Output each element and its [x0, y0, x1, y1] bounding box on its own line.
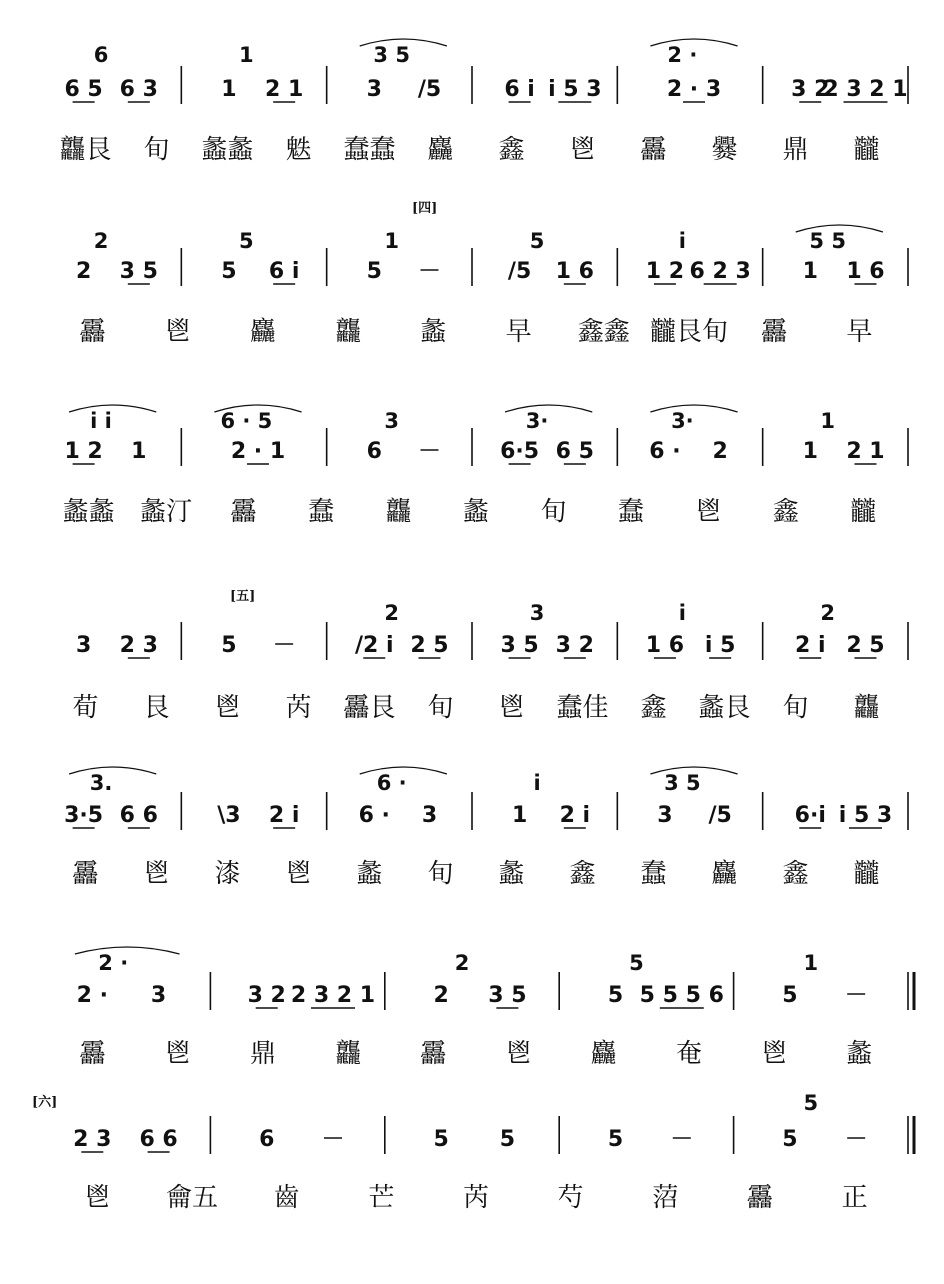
- jianzi-character: 龠五: [165, 1183, 219, 1213]
- measure: [795, 792, 908, 830]
- measure: [355, 601, 472, 660]
- jianzi-character: 鬯: [498, 693, 525, 723]
- measure: [217, 792, 326, 830]
- measure: [791, 66, 908, 104]
- jianpu-note-group: 1 6: [555, 259, 594, 284]
- jianpu-note-group: 3 2: [247, 983, 286, 1008]
- jianzi-character: 蠡汀: [140, 497, 193, 527]
- jianpu-note-group: 3 5: [488, 983, 527, 1008]
- jianzi-character: 旬: [540, 497, 567, 527]
- jianzi-character: 靐: [420, 1039, 447, 1069]
- jianzi-character: 靐: [79, 317, 106, 347]
- jianpu-note-group: 5: [607, 983, 624, 1008]
- jianzi-character: 菬: [652, 1183, 679, 1213]
- jianpu-note-group: 1 6: [846, 259, 885, 284]
- jianpu-note-group: 3 2: [791, 77, 830, 102]
- jianzi-character: 鬯: [164, 1039, 191, 1069]
- jianpu-note-group: 2 3 2 1: [823, 77, 908, 102]
- jianzi-tablature-row: [63, 497, 877, 527]
- jianzi-character: 蠢: [617, 497, 644, 527]
- score-system-4: [72, 601, 908, 723]
- chord-upper-note: i: [678, 601, 686, 625]
- jianpu-note-group: /5: [507, 259, 532, 284]
- measure: [76, 622, 181, 660]
- jianzi-character: 鑫: [498, 135, 525, 165]
- chord-upper-note: 6: [93, 43, 109, 67]
- score-system-5: [64, 767, 908, 889]
- jianpu-note-group: 3 5: [119, 259, 158, 284]
- chord-upper-note: 2: [93, 229, 109, 253]
- jianpu-note-group: 6 6: [119, 803, 158, 828]
- jianpu-note-group: 1 2: [64, 439, 103, 464]
- jianzi-character: 芮: [285, 693, 312, 723]
- jianpu-note-group: i 5 3: [548, 77, 602, 102]
- jianpu-note-group: 2 · 1: [230, 439, 286, 464]
- slur-mark: [69, 767, 156, 774]
- jianzi-character: 鑫: [772, 497, 799, 527]
- jianzi-character: 蠡: [356, 859, 383, 889]
- jianzi-character: 鬯: [143, 859, 170, 889]
- measure: [650, 767, 762, 830]
- chord-upper-note: 1: [803, 951, 819, 975]
- jianzi-character: 漆: [214, 859, 241, 889]
- measure: [75, 947, 211, 1010]
- jianzi-character: 鬯: [214, 693, 241, 723]
- jianpu-note-group: 5: [782, 983, 798, 1008]
- score-system-3: [63, 405, 908, 527]
- measure: [221, 622, 326, 660]
- measure: [367, 409, 472, 466]
- jianzi-character: 蠡: [420, 317, 447, 347]
- measure: [64, 767, 181, 830]
- jianzi-character: 靐: [640, 135, 667, 165]
- measure: [512, 771, 617, 830]
- jianzi-character: 鬯: [761, 1039, 788, 1069]
- chord-upper-note: 2 ·: [98, 951, 129, 975]
- jianzi-tablature-row: [72, 693, 879, 723]
- jianpu-note-group: 2 5: [846, 633, 885, 658]
- measure: [500, 601, 617, 660]
- chord-upper-note: 2: [384, 601, 400, 625]
- jianpu-note-group: 2: [75, 259, 92, 284]
- chord-upper-note: 3 5: [373, 43, 410, 67]
- measure: [650, 39, 762, 104]
- chord-upper-note: 3: [384, 409, 400, 433]
- jianpu-note-group: 6: [366, 439, 382, 464]
- measure: [433, 951, 559, 1010]
- jianzi-character: 龖: [853, 859, 880, 889]
- jianpu-note-group: 3·5: [64, 803, 104, 828]
- jianpu-note-group: 5: [782, 1127, 798, 1152]
- jianzi-character: 芮: [462, 1183, 490, 1213]
- measure: [73, 1116, 210, 1154]
- jianzi-character: 龘: [385, 497, 412, 527]
- jianzi-character: 蠢: [308, 497, 335, 527]
- jianzi-character: 蠢佳: [556, 693, 609, 723]
- measure: [76, 229, 181, 286]
- jianpu-note-group: 5: [433, 1127, 449, 1152]
- jianzi-character: 鑫鑫: [577, 317, 630, 347]
- jianpu-note-group: 2 3: [73, 1127, 112, 1152]
- jianpu-note-group: 2 1: [846, 439, 885, 464]
- chord-upper-note: 5: [629, 951, 644, 975]
- jianzi-character: 龖: [853, 135, 880, 165]
- jianpu-note-group: 3: [421, 803, 438, 828]
- jianzi-character: 鑫: [640, 693, 667, 723]
- jianzi-character: 鬯: [164, 317, 191, 347]
- score-system-2: [76, 225, 908, 347]
- measure: [214, 405, 326, 466]
- measure: [608, 951, 734, 1010]
- chord-upper-note: 1: [239, 43, 254, 67]
- jianzi-character: 艮: [143, 693, 170, 723]
- jianzi-character: 旬: [143, 135, 170, 165]
- jianpu-note-group: 6: [259, 1127, 275, 1152]
- jianzi-character: 蠡蠡: [201, 135, 254, 165]
- jianpu-note-group: 6 i: [268, 259, 300, 284]
- jianzi-character: 龘: [335, 317, 362, 347]
- jianpu-note-group: 5: [221, 259, 237, 284]
- jianpu-note-group: 6 ·: [358, 803, 390, 828]
- jianzi-character: 鑫: [569, 859, 596, 889]
- jianzi-tablature-row: [84, 1183, 867, 1213]
- jianpu-note-group: 6 6: [139, 1127, 178, 1152]
- jianpu-note-group: 1: [131, 439, 147, 464]
- jianzi-character: 麤: [427, 135, 454, 165]
- chord-upper-note: 3 5: [664, 771, 701, 795]
- measure: [360, 39, 472, 104]
- section-marker-4: [四]: [412, 201, 438, 216]
- measure: [504, 66, 617, 104]
- jianzi-character: 龖艮旬: [649, 317, 729, 347]
- chord-upper-note: 3.: [89, 771, 113, 795]
- jianpu-note-group: 2 i: [559, 803, 591, 828]
- jianpu-note-group: 5 5 5 6: [639, 983, 724, 1008]
- jianzi-character: 旬: [782, 693, 809, 723]
- measure: [646, 601, 763, 660]
- jianzi-character: 䰡: [285, 135, 312, 165]
- jianpu-note-group: /2 i: [354, 633, 394, 658]
- chord-upper-note: 5 5: [809, 229, 846, 253]
- jianzi-character: 荀: [72, 693, 99, 723]
- jianpu-note-group: /5: [417, 77, 442, 102]
- jianzi-character: 鬯: [505, 1039, 532, 1069]
- jianzi-character: 鼎: [249, 1039, 277, 1069]
- jianpu-note-group: 3 5: [500, 633, 539, 658]
- jianzi-character: 齒: [273, 1183, 300, 1213]
- jianzi-character: 蠡艮: [698, 693, 751, 723]
- measure: [221, 43, 326, 104]
- jianzi-character: 芒: [368, 1183, 395, 1213]
- jianzi-character: 靐: [746, 1183, 774, 1213]
- chord-upper-note: 5: [239, 229, 254, 253]
- jianpu-note-group: 2 3 2 1: [290, 983, 376, 1008]
- chord-upper-note: i: [533, 771, 541, 795]
- chord-upper-note: 3·: [671, 409, 694, 433]
- jianpu-note-group: i 5: [704, 633, 736, 658]
- measure: [796, 225, 908, 286]
- score-system-6: [75, 947, 914, 1069]
- chord-upper-note: 3: [529, 601, 545, 625]
- jianzi-character: 龘: [335, 1039, 362, 1069]
- jianpu-note-group: 2: [712, 439, 728, 464]
- jianzi-character: 麤: [249, 317, 277, 347]
- section-marker-5: [五]: [230, 589, 256, 604]
- jianpu-note-group: 6 i: [504, 77, 535, 102]
- jianzi-character: 鼎: [782, 135, 809, 165]
- jianpu-note-group: 2 1: [265, 77, 304, 102]
- jianzi-character: 蠡蠡: [62, 497, 115, 527]
- jianzi-tablature-row: [72, 859, 879, 889]
- measure: [64, 43, 181, 104]
- jianpu-note-group: 6·5: [500, 439, 540, 464]
- jianpu-note-group: 3 2: [555, 633, 594, 658]
- measure: [803, 409, 908, 466]
- chord-upper-note: 5: [529, 229, 545, 253]
- section-marker-6: [六]: [32, 1095, 58, 1110]
- jianpu-note-group: /5: [708, 803, 732, 828]
- jianpu-note-group: 3: [366, 77, 382, 102]
- score-system-7: [73, 1091, 914, 1213]
- slur-mark: [650, 405, 737, 412]
- chord-upper-note: i: [678, 229, 686, 253]
- chord-upper-note: 6 · 5: [220, 409, 273, 433]
- jianzi-character: 旬: [427, 859, 454, 889]
- chord-upper-note: 1: [820, 409, 836, 433]
- measure: [248, 972, 385, 1010]
- jianzi-character: 龘艮: [59, 135, 112, 165]
- jianzi-character: 龖: [850, 497, 877, 527]
- jianpu-note-group: 1: [802, 439, 818, 464]
- jianpu-note-group: 1 2: [645, 259, 685, 284]
- jianpu-note-group: 3: [150, 983, 167, 1008]
- jianzi-character: 蠡: [462, 497, 490, 527]
- jianzi-character: 鬯: [84, 1183, 111, 1213]
- measure: [795, 601, 908, 660]
- measure: [649, 405, 762, 466]
- jianpu-note-group: 2 i: [268, 803, 300, 828]
- jianpu-note-group: 2 3: [119, 633, 158, 658]
- measure: [359, 767, 472, 830]
- chord-upper-note: i i: [90, 409, 112, 433]
- jianzi-character: 靐: [79, 1039, 106, 1069]
- jianzi-character: 靐: [72, 859, 99, 889]
- jianzi-tablature-row: [80, 317, 873, 347]
- jianzi-character: 奄: [675, 1039, 703, 1069]
- jianzi-character: 鬯: [569, 135, 596, 165]
- jianpu-note-group: 5: [221, 633, 237, 658]
- jianpu-note-group: 2 5: [410, 633, 449, 658]
- jianpu-note-group: 2 i: [795, 633, 826, 658]
- jianpu-note-group: 1 6: [645, 633, 685, 658]
- measure: [646, 229, 763, 286]
- jianzi-character: 爨: [711, 135, 738, 165]
- jianpu-note-group: 1: [511, 803, 528, 828]
- score-system-1: [59, 39, 908, 165]
- jianzi-character: 蠢蠢: [343, 135, 396, 165]
- jianzi-tablature-row: [59, 135, 879, 165]
- jianzi-character: 麤: [590, 1039, 617, 1069]
- jianpu-note-group: 5: [366, 259, 382, 284]
- measure: [367, 229, 472, 286]
- jianzi-character: 鬯: [285, 859, 312, 889]
- jianzi-tablature-row: [80, 1039, 873, 1069]
- jianzi-character: 芍: [557, 1183, 584, 1213]
- jianpu-note-group: 6 5: [555, 439, 594, 464]
- chord-upper-note: 6 ·: [376, 771, 407, 795]
- jianpu-note-group: 2 · 3: [666, 77, 722, 102]
- jianpu-note-group: 2 ·: [76, 983, 108, 1008]
- jianpu-note-group: 3: [75, 633, 92, 658]
- jianpu-note-group: 1: [221, 77, 237, 102]
- jianpu-note-group: 6 3: [119, 77, 158, 102]
- chord-upper-note: 2: [454, 951, 470, 975]
- jianzi-character: 早: [846, 317, 873, 347]
- measure: [259, 1116, 385, 1154]
- jianpu-note-group: 1: [802, 259, 818, 284]
- measure: [608, 1116, 734, 1154]
- jianpu-note-group: 3: [657, 803, 673, 828]
- jianpu-note-group: 6 ·: [649, 439, 681, 464]
- measure: [433, 1116, 559, 1154]
- jianzi-character: 龘: [853, 693, 880, 723]
- measure: [508, 229, 617, 286]
- chord-upper-note: 2 ·: [667, 43, 698, 67]
- jianpu-note-group: 6 2 3: [689, 259, 751, 284]
- jianpu-note-group: 5: [499, 1127, 516, 1152]
- jianpu-note-group: 5: [607, 1127, 624, 1152]
- jianpu-note-group: i 5 3: [838, 803, 893, 828]
- jianzi-character: 早: [505, 317, 532, 347]
- jianpu-note-group: 2: [433, 983, 449, 1008]
- jianzi-character: 靐艮: [343, 693, 396, 723]
- jianzi-character: 蠡: [498, 859, 525, 889]
- measure: [782, 1091, 908, 1154]
- jianzi-character: 麤: [711, 859, 738, 889]
- jianzi-character: 旬: [427, 693, 454, 723]
- measure: [221, 229, 326, 286]
- jianpu-note-group: 6·i: [794, 803, 826, 828]
- jianzi-character: 蠢: [640, 859, 667, 889]
- chord-upper-note: 5: [803, 1091, 819, 1115]
- slur-mark: [69, 405, 156, 412]
- jianzi-character: 正: [841, 1183, 868, 1213]
- jianzi-character: 蠡: [846, 1039, 873, 1069]
- chord-upper-note: 2: [820, 601, 836, 625]
- jianzi-character: 鬯: [695, 497, 722, 527]
- measure: [782, 951, 908, 1010]
- jianpu-note-group: 6 5: [64, 77, 103, 102]
- jianpu-note-group: \3: [217, 803, 241, 828]
- jianzi-character: 靐: [761, 317, 788, 347]
- measure: [64, 405, 181, 466]
- jianzi-character: 鑫: [782, 859, 809, 889]
- measure: [500, 405, 617, 466]
- slur-mark: [505, 405, 592, 412]
- chord-upper-note: 3·: [525, 409, 549, 433]
- chord-upper-note: 1: [384, 229, 400, 253]
- jianzi-character: 靐: [230, 497, 257, 527]
